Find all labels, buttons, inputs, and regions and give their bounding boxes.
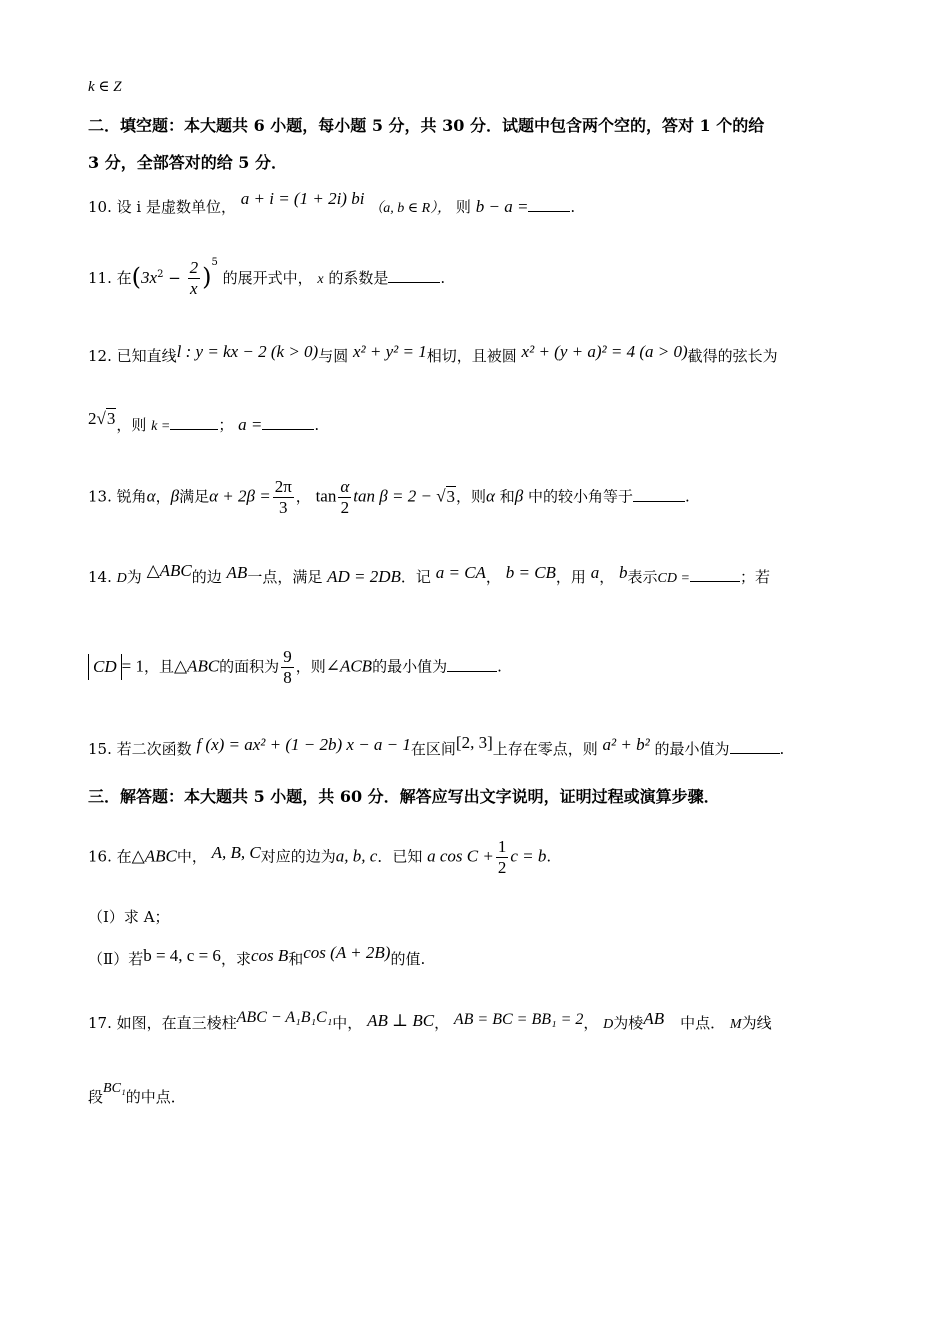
q12-a-blank[interactable] xyxy=(262,415,314,430)
q11-base: 3x xyxy=(141,268,158,287)
q14-triangle: △ABC xyxy=(146,561,192,580)
q16-angles: A, B, C xyxy=(211,842,261,862)
q17-text4: ， xyxy=(583,1014,599,1032)
question-13: 13. 锐角α，β满足α + 2β = $\frac{2\pi}{3}$ ， tan $\frac{\alpha}{2}$ tan β = 2 − √3，则α 和β 中的较小角等于 . xyxy=(88,477,690,517)
q13-eq2-right: tan β = 2 − xyxy=(353,486,437,506)
q10-text1: 设 i 是虚数单位， xyxy=(116,198,236,216)
q14-abs-eq: = 1 xyxy=(121,656,144,676)
q15-expr: a² + b² xyxy=(602,735,650,754)
q12-chord-rad: 3 xyxy=(106,409,116,428)
q17-D: D xyxy=(603,1017,614,1032)
q17-perp: AB ⊥ BC xyxy=(367,1011,435,1030)
q12-ask-a: a = xyxy=(238,415,263,434)
q15-text3: 上存在零点，则 xyxy=(492,740,598,758)
q14-line2-text3: ，则 xyxy=(295,657,326,676)
q15-answer-blank[interactable] xyxy=(730,739,780,754)
q11-text3: 的系数是 xyxy=(328,269,389,287)
q12-ask-k: k = xyxy=(151,419,171,434)
q11-frac-num: 2 xyxy=(189,258,199,278)
q11-exp: 2 xyxy=(157,269,164,280)
q14-min-blank[interactable] xyxy=(447,657,497,672)
q13-eq1-den: 3 xyxy=(278,497,288,517)
q14-line2-text1: ，且 xyxy=(143,657,174,676)
q14-text3: 一点，满足 xyxy=(247,568,323,586)
q15-function: f (x) = ax² + (1 − 2b) x − a − 1 xyxy=(196,735,411,754)
q16-sides: a, b, c xyxy=(335,846,378,866)
q14-line2-text4: 的最小值为 xyxy=(372,657,448,676)
q11-end: . xyxy=(440,269,446,287)
q11-number: 11. xyxy=(88,269,112,287)
q11-power: 5 xyxy=(211,257,218,268)
q12-circle2: x² + (y + a)² = 4 (a > 0) xyxy=(521,342,688,361)
q14-text1: 为 xyxy=(126,568,142,586)
q14-text9: ；若 xyxy=(739,568,770,586)
q13-text3: ， xyxy=(295,487,311,506)
question-12 xyxy=(88,342,778,367)
q12-chord-coef: 2 xyxy=(88,409,97,428)
q14-abs-CD: CD xyxy=(88,654,122,680)
q12-sep: ； xyxy=(218,416,234,434)
q14-text8: 表示 xyxy=(627,568,658,586)
q16-text1: 在 xyxy=(116,847,132,866)
q10-end: . xyxy=(570,198,576,216)
q13-end: . xyxy=(685,487,690,506)
section2-heading-line2: 3 分，全部答对的给 5 分． xyxy=(88,153,287,172)
q14-text4: ．记 xyxy=(400,568,431,586)
q14-text2: 的边 xyxy=(191,568,222,586)
q14-angle: ∠ACB xyxy=(325,656,373,676)
q15-text1: 若二次函数 xyxy=(116,740,192,758)
q16-text3: 对应的边为 xyxy=(260,847,336,866)
q14-area-num: 9 xyxy=(283,647,292,666)
q12-number: 12. xyxy=(88,347,112,365)
q13-text1: 锐角 xyxy=(116,487,147,506)
q14-D: D xyxy=(116,571,127,586)
q13-beta-2: β xyxy=(514,486,524,506)
q16-text4: ．已知 xyxy=(377,847,423,866)
q12-end: . xyxy=(314,416,320,434)
q14-b: b xyxy=(619,563,628,582)
question-17 xyxy=(88,1009,772,1035)
q17-text2: 中， xyxy=(332,1014,363,1032)
q13-eq2-den: 2 xyxy=(340,497,350,517)
q16-part2-text1: （Ⅱ）若 xyxy=(88,950,144,968)
q13-number: 13. xyxy=(88,487,112,506)
q16-text2: 中， xyxy=(176,847,207,866)
q13-text6: 中的较小角等于 xyxy=(528,487,634,506)
q15-text4: 的最小值为 xyxy=(654,740,730,758)
q13-alpha-2: α xyxy=(486,486,495,506)
q16-part2-cos2: cos (A + 2B) xyxy=(303,943,391,962)
q14-text6: ，用 xyxy=(555,568,586,586)
q13-text4: ，则 xyxy=(456,487,487,506)
q10-answer-blank[interactable] xyxy=(528,197,570,212)
q10-equation: a + i = (1 + 2i) bi xyxy=(240,189,365,208)
q17-text3: ， xyxy=(434,1014,450,1032)
q13-eq1-left: α + 2β = xyxy=(209,486,271,506)
q15-number: 15. xyxy=(88,740,112,758)
section2-heading-line1: 二．填空题：本大题共 6 小题，每小题 5 分，共 30 分．试题中包含两个空的，答对 1 个的给 xyxy=(88,116,765,135)
q12-text1: 已知直线 xyxy=(116,347,177,365)
q16-number: 16. xyxy=(88,847,112,866)
q12-text3: 相切，且被圆 xyxy=(426,347,517,365)
q10-ask: b − a = xyxy=(475,197,529,216)
q13-text5: 和 xyxy=(499,487,515,506)
q17-text5: 为棱 xyxy=(613,1014,644,1032)
question-12-line2: 2√3，则 k = ； a = . xyxy=(88,409,320,434)
question-14 xyxy=(88,561,770,588)
q14-line2-text2: 的面积为 xyxy=(219,657,280,676)
q16-end: . xyxy=(546,847,552,866)
q17-line2-text1: 段 xyxy=(88,1088,104,1106)
q16-triangle: △ABC xyxy=(131,846,177,866)
q14-text7: ， xyxy=(599,568,615,586)
q17-M: M xyxy=(729,1017,742,1032)
q11-minus: − xyxy=(163,269,186,287)
q15-text2: 在区间 xyxy=(410,740,456,758)
q16-part2-cosB: cos B xyxy=(250,946,289,965)
q16-part2-text4: 的值. xyxy=(390,950,426,968)
q14-ask: CD = xyxy=(657,571,690,586)
q13-eq1-num: 2π xyxy=(274,477,292,496)
question-15 xyxy=(88,733,785,760)
q17-prism: ABC − A₁B₁C₁ xyxy=(236,1009,333,1026)
q14-vector-blank[interactable] xyxy=(690,567,740,582)
q12-text4: 截得的弦长为 xyxy=(687,347,778,365)
q13-comma: ， xyxy=(155,487,171,506)
q11-text2: 的展开式中， xyxy=(222,269,313,287)
q15-end: . xyxy=(779,740,785,758)
question-14-line2 xyxy=(88,648,502,687)
q13-eq2-rad: 3 xyxy=(446,486,456,506)
q10-number: 10. xyxy=(88,198,112,216)
q15-interval: [2, 3] xyxy=(455,733,493,752)
question-16 xyxy=(88,838,551,877)
q16-eq-num: 1 xyxy=(497,837,507,856)
q12-circle1: x² + y² = 1 xyxy=(353,342,427,361)
q14-number: 14. xyxy=(88,568,112,586)
q11-var: x xyxy=(317,272,324,287)
q16-part2-text3: 和 xyxy=(288,950,304,968)
q13-answer-blank[interactable] xyxy=(633,487,685,502)
q10-condition: （a, b ∈ R）， xyxy=(369,201,452,216)
q14-eq3: b = CB xyxy=(505,563,556,582)
q14-line2-triangle: △ABC xyxy=(173,656,220,676)
q11-frac-den: x xyxy=(190,279,198,299)
q12-text2: 与圆 xyxy=(318,347,349,365)
q13-alpha: α xyxy=(146,486,156,506)
q17-line2-text2: 的中点． xyxy=(125,1088,186,1106)
q13-eq2-left: tan xyxy=(315,486,337,506)
q17-text1: 如图，在直三棱柱 xyxy=(116,1014,237,1032)
q12-line-eq: l : y = kx − 2 (k > 0) xyxy=(176,342,319,361)
q17-text6: 中点． xyxy=(680,1014,726,1032)
q16-eq-right: c = b xyxy=(510,846,547,866)
q14-end: . xyxy=(497,657,502,676)
section3-heading: 三．解答题：本大题共 5 小题，共 60 分．解答应写出文字说明，证明过程或演算步骤． xyxy=(88,787,720,806)
q12-text5: ，则 xyxy=(116,416,147,434)
q13-text2: 满足 xyxy=(179,487,210,506)
q11-answer-blank[interactable] xyxy=(388,268,440,283)
q10-text2: 则 xyxy=(455,198,471,216)
q14-eq1: AD = 2DB xyxy=(327,567,401,586)
q16-part2-eq: b = 4, c = 6 xyxy=(143,946,221,965)
q16-part2 xyxy=(88,943,426,970)
q17-text7: 为线 xyxy=(741,1014,772,1032)
q14-text5: ， xyxy=(485,568,501,586)
q17-equal: AB = BC = BB₁ = 2 xyxy=(453,1011,584,1028)
top-fragment: k ∈ Z xyxy=(88,79,122,95)
q13-beta: β xyxy=(170,486,180,506)
question-10 xyxy=(88,189,576,218)
q11-text1: 在 xyxy=(116,269,132,287)
q13-eq2-num: α xyxy=(340,477,350,496)
q16-eq-den: 2 xyxy=(497,857,507,877)
q17-number: 17. xyxy=(88,1014,112,1032)
q17-AB: AB xyxy=(643,1009,665,1028)
q14-a: a xyxy=(590,563,600,582)
q17-segment: BC₁ xyxy=(103,1081,126,1096)
question-11: 11. 在($3x^2$ − $\frac{2}{x}$ )$^5$ 的展开式中， x 的系数是 . xyxy=(88,257,446,299)
q16-part1: （Ⅰ）求 A； xyxy=(88,908,170,926)
question-17-line2 xyxy=(88,1081,186,1108)
q16-eq-left: a cos C + xyxy=(427,846,494,866)
q12-k-blank[interactable] xyxy=(170,415,218,430)
q14-AB: AB xyxy=(226,563,248,582)
q14-area-den: 8 xyxy=(283,667,292,687)
q16-part2-text2: ，求 xyxy=(220,950,251,968)
q14-eq2: a = CA xyxy=(435,563,486,582)
